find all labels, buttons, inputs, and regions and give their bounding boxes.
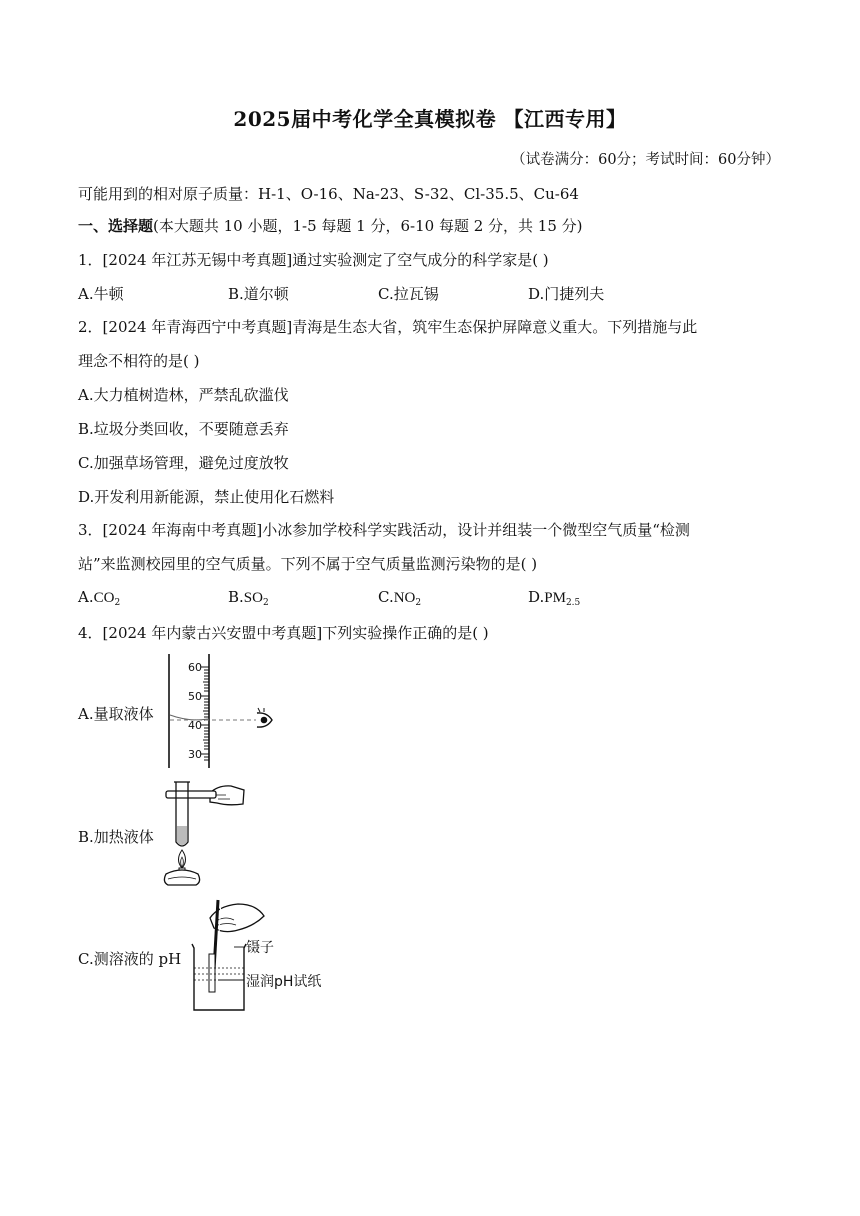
q3-option-d-subscript: 2.5 xyxy=(565,598,581,608)
q4-option-b-label: B.加热液体 xyxy=(78,828,154,846)
page-title: 2025届中考化学全真模拟卷 【江西专用】 xyxy=(233,107,627,131)
atomic-masses: 可能用到的相对原子质量：H-1、O-16、Na-23、S-32、Cl-35.5、Cu-64 xyxy=(78,185,579,203)
liquid-in-tube xyxy=(177,826,187,845)
question-4-stem: 4．[2024 年内蒙古兴安盟中考真题]下列实验操作正确的是( ) xyxy=(78,624,489,642)
test-tube-holder xyxy=(166,791,216,798)
question-3-stem-line1: 3．[2024 年海南中考真题]小冰参加学校科学实践活动，设计并组装一个微型空气质量“检测 xyxy=(78,521,690,539)
eye-icon xyxy=(257,708,272,727)
section-note: (本大题共 10 小题，1-5 每题 1 分，6-10 每题 2 分，共 15 分) xyxy=(153,217,583,235)
question-2-stem-line1: 2．[2024 年青海西宁中考真题]青海是生态大省，筑牢生态保护屏障意义重大。下列措施与此 xyxy=(78,318,698,336)
q3-option-a-formula: CO xyxy=(93,590,115,606)
q1-option-c: C.拉瓦锡 xyxy=(378,285,439,303)
q3-option-c xyxy=(378,588,421,608)
section-title: 一、选择题 xyxy=(78,217,154,235)
question-2-stem-line2: 理念不相符的是( ) xyxy=(78,352,200,370)
q1-option-d: D.门捷列夫 xyxy=(528,285,605,303)
q3-option-c-letter: C. xyxy=(378,588,394,606)
tweezers-label: 镊子 xyxy=(246,940,274,956)
q3-option-a-subscript: 2 xyxy=(114,598,121,608)
ph-paper-label: 湿润pH试纸 xyxy=(246,974,322,990)
tick-label-60: 60 xyxy=(188,661,202,674)
graduated-cylinder-figure xyxy=(164,652,284,770)
ph-paper xyxy=(209,954,215,992)
cylinder-ticks xyxy=(201,667,209,760)
flame-icon xyxy=(179,850,186,868)
alcohol-lamp-icon xyxy=(164,868,199,885)
q3-option-b-letter: B. xyxy=(228,588,244,606)
q3-option-b-subscript: 2 xyxy=(262,598,269,608)
exam-info: （试卷满分：60分；考试时间：60分钟） xyxy=(511,152,780,168)
q1-option-a: A.牛顿 xyxy=(78,285,124,303)
q2-option-a: A.大力植树造林，严禁乱砍滥伐 xyxy=(78,386,289,404)
q3-option-d xyxy=(528,588,580,608)
beaker xyxy=(192,944,246,1010)
section-heading xyxy=(78,215,583,236)
tick-label-50: 50 xyxy=(188,690,202,703)
meniscus xyxy=(170,715,208,720)
heating-liquid-figure xyxy=(158,778,258,888)
q2-option-d: D.开发利用新能源，禁止使用化石燃料 xyxy=(78,488,335,506)
ph-test-figure xyxy=(188,898,358,1016)
q4-option-a-label: A.量取液体 xyxy=(78,705,154,723)
q1-option-b: B.道尔顿 xyxy=(228,285,289,303)
q3-option-d-formula: PM xyxy=(544,590,566,606)
q3-option-a xyxy=(78,588,120,608)
tick-label-30: 30 xyxy=(188,748,202,761)
q2-option-c: C.加强草场管理，避免过度放牧 xyxy=(78,454,289,472)
q3-option-a-letter: A. xyxy=(78,588,94,606)
q3-option-c-subscript: 2 xyxy=(415,598,422,608)
q4-option-c-label: C.测溶液的 pH xyxy=(78,950,182,968)
tick-label-40: 40 xyxy=(188,719,202,732)
q3-option-d-letter: D. xyxy=(528,588,545,606)
q2-option-b: B.垃圾分类回收，不要随意丢弃 xyxy=(78,420,289,438)
q3-option-b-formula: SO xyxy=(243,590,263,606)
q3-option-b xyxy=(228,588,269,608)
question-1-stem: 1．[2024 年江苏无锡中考真题]通过实验测定了空气成分的科学家是( ) xyxy=(78,251,549,269)
q3-option-c-formula: NO xyxy=(393,590,416,606)
question-3-stem-line2: 站”来监测校园里的空气质量。下列不属于空气质量监测污染物的是( ) xyxy=(78,555,538,573)
